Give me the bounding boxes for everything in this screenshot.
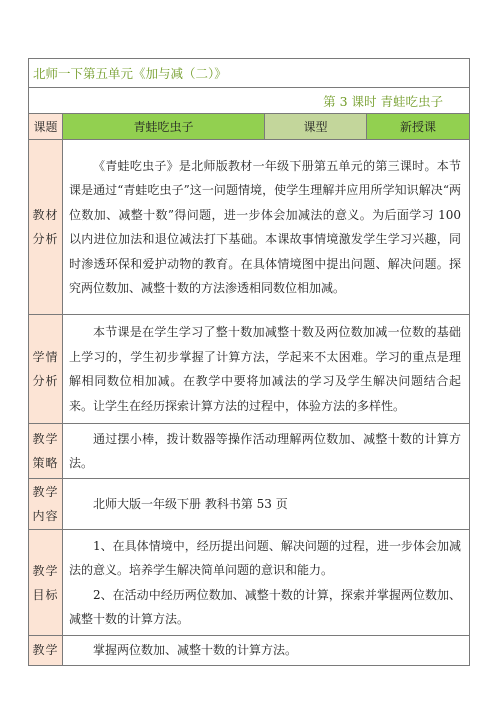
section-content [29, 479, 470, 530]
section-label: 教学 内容 [29, 479, 63, 530]
topic-label: 课题 [29, 114, 63, 140]
content-text: 北师大版一年级下册 教科书第 53 页 [63, 479, 470, 530]
section-focus [29, 636, 470, 666]
section-label: 教学 目标 [29, 530, 63, 636]
lesson-title: 第 3 课时 青蛙吃虫子 [29, 88, 470, 114]
lesson-row [29, 88, 470, 114]
title-row [29, 59, 470, 88]
goal-item: 1、在具体情境中，经历提出问题、解决问题的过程，进一步体会加减法的意义。培养学生解决简单问题的意识和能力。 [69, 538, 462, 577]
type-label: 课型 [265, 114, 367, 140]
material-text: 《青蛙吃虫子》是北师版教材一年级下册第五单元的第三课时。本节课是通过“青蛙吃虫子”这一问题情境，使学生理解并应用所学知识解决“两位数加、减整十数”得问题，进一步体会加减法的意义。为后面学习 100 以内进位加法和退位减法打下基础。本课故事情境激发学生学习兴趣，同时渗透环保和爱护动物的教育。在具体情境图中提出问题、解决问题。探究两位数加、减整十数的方法渗透相同数位相加减。 [63, 140, 470, 315]
section-label: 教材 分析 [29, 140, 63, 315]
header-row [29, 114, 470, 140]
section-strategy [29, 424, 470, 479]
goal-item: 2、在活动中经历两位数加、减整十数的计算，探索并掌握两位数加、减整十数的计算方法。 [69, 587, 462, 626]
section-goals [29, 530, 470, 636]
topic-value: 青蛙吃虫子 [63, 114, 265, 140]
focus-text: 掌握两位数加、减整十数的计算方法。 [63, 636, 470, 666]
type-value: 新授课 [367, 114, 470, 140]
students-text: 本节课是在学生学习了整十数加减整十数及两位数加减一位数的基础上学习的，学生初步掌握了计算方法，学起来不太困难。学习的重点是理解相同数位相加减。在教学中要将加减法的学习及学生解决问题结合起来。让学生在经历探索计算方法的过程中，体验方法的多样性。 [63, 315, 470, 424]
section-students [29, 315, 470, 424]
strategy-text: 通过摆小棒，拨计数器等操作活动理解两位数加、减整十数的计算方法。 [63, 424, 470, 479]
section-material [29, 140, 470, 315]
section-label: 学情 分析 [29, 315, 63, 424]
section-label: 教学 [29, 636, 63, 666]
lesson-plan-table [28, 58, 470, 666]
goals-text [63, 530, 470, 636]
lesson-plan [28, 58, 469, 666]
section-label: 教学 策略 [29, 424, 63, 479]
document-title: 北师一下第五单元《加与减（二）》 [29, 59, 470, 88]
